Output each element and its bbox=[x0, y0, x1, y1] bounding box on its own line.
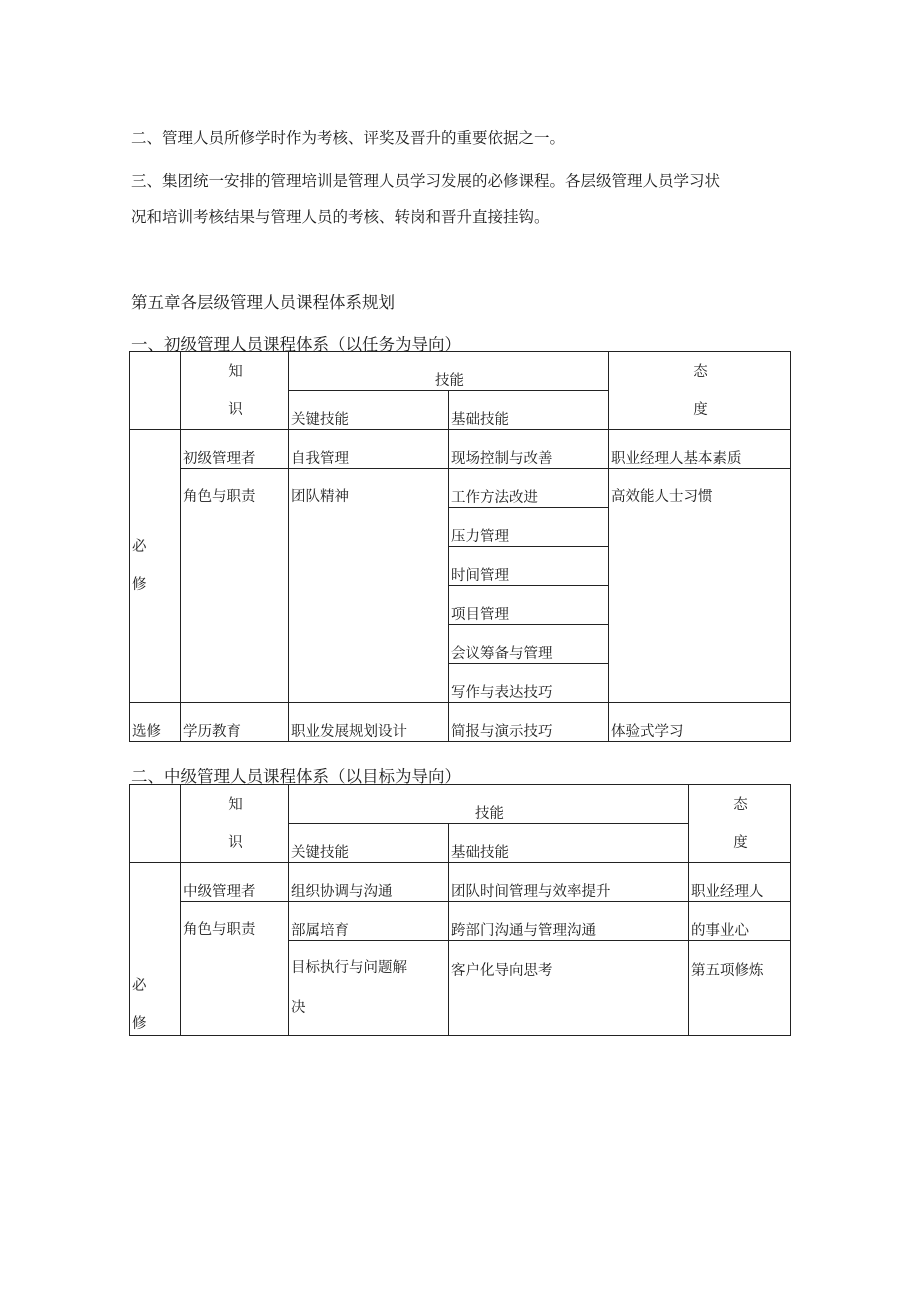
attitude-line: 职业经理人 bbox=[689, 863, 791, 902]
header-skill: 技能 bbox=[289, 785, 689, 824]
paragraph-3-line-1: 三、集团统一安排的管理培训是管理人员学习发展的必修课程。各层级管理人员学习状 bbox=[131, 172, 721, 190]
section-2-title: 二、中级管理人员课程体系（以目标为导向） bbox=[131, 767, 461, 786]
header-attitude: 态 度 bbox=[689, 785, 791, 863]
basic-skill-item: 项目管理 bbox=[449, 586, 609, 625]
required-label: 必 修 bbox=[130, 430, 181, 703]
header-attitude: 态 度 bbox=[609, 352, 791, 430]
key-skill-item: 部属培育 bbox=[289, 902, 449, 941]
key-skill-item: 自我管理 bbox=[289, 430, 449, 469]
attitude-item: 第五项修炼 bbox=[689, 941, 791, 1036]
elective-label: 选修 bbox=[130, 703, 181, 742]
table-corner-cell bbox=[130, 352, 181, 430]
header-key-skill: 关键技能 bbox=[289, 824, 449, 863]
header-basic-skill: 基础技能 bbox=[449, 391, 609, 430]
header-knowledge: 知 识 bbox=[181, 352, 289, 430]
basic-skill-item: 工作方法改进 bbox=[449, 469, 609, 508]
basic-skill-item: 时间管理 bbox=[449, 547, 609, 586]
key-skill-item: 目标执行与问题解 决 bbox=[289, 941, 449, 1036]
basic-skill-item: 压力管理 bbox=[449, 508, 609, 547]
elective-knowledge: 学历教育 bbox=[181, 703, 289, 742]
elective-attitude: 体验式学习 bbox=[609, 703, 791, 742]
header-knowledge: 知 识 bbox=[181, 785, 289, 863]
basic-skill-item: 现场控制与改善 bbox=[449, 430, 609, 469]
key-skill-item: 团队精神 bbox=[289, 469, 449, 703]
required-label: 必 修 bbox=[130, 863, 181, 1036]
header-key-skill: 关键技能 bbox=[289, 391, 449, 430]
section-1-title: 一、初级管理人员课程体系（以任务为导向） bbox=[131, 335, 461, 354]
basic-skill-item: 写作与表达技巧 bbox=[449, 664, 609, 703]
knowledge-line-1: 中级管理者 bbox=[181, 863, 289, 902]
table-middle-curriculum bbox=[129, 784, 791, 1036]
basic-skill-item: 客户化导向思考 bbox=[449, 941, 689, 1036]
paragraph-2: 二、管理人员所修学时作为考核、评奖及晋升的重要依据之一。 bbox=[131, 129, 566, 147]
table-corner-cell bbox=[130, 785, 181, 863]
elective-key-skill: 职业发展规划设计 bbox=[289, 703, 449, 742]
attitude-item: 职业经理人基本素质 bbox=[609, 430, 791, 469]
attitude-line: 的事业心 bbox=[689, 902, 791, 941]
knowledge-line-2: 角色与职责 bbox=[181, 902, 289, 1036]
elective-basic-skill: 简报与演示技巧 bbox=[449, 703, 609, 742]
table-junior-curriculum bbox=[129, 351, 791, 742]
knowledge-line-1: 初级管理者 bbox=[181, 430, 289, 469]
attitude-item: 高效能人士习惯 bbox=[609, 469, 791, 703]
knowledge-line-2: 角色与职责 bbox=[181, 469, 289, 703]
header-basic-skill: 基础技能 bbox=[449, 824, 689, 863]
basic-skill-item: 跨部门沟通与管理沟通 bbox=[449, 902, 689, 941]
header-skill: 技能 bbox=[289, 352, 609, 391]
chapter-title: 第五章各层级管理人员课程体系规划 bbox=[131, 293, 395, 312]
paragraph-3-line-2: 况和培训考核结果与管理人员的考核、转岗和晋升直接挂钩。 bbox=[131, 208, 550, 226]
basic-skill-item: 团队时间管理与效率提升 bbox=[449, 863, 689, 902]
basic-skill-item: 会议筹备与管理 bbox=[449, 625, 609, 664]
key-skill-item: 组织协调与沟通 bbox=[289, 863, 449, 902]
